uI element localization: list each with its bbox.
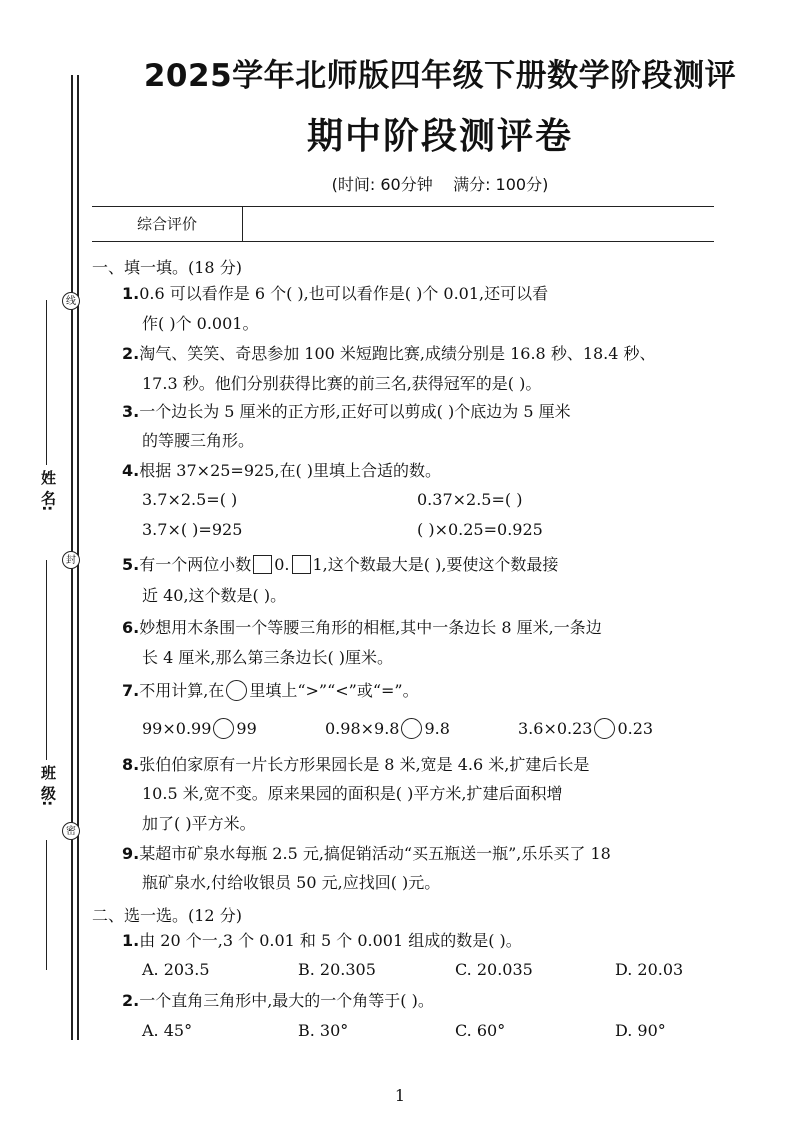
question-text: 1,这个数最大是( ),要使这个数最接 — [312, 555, 559, 574]
seal-mark-xian: 线 — [62, 292, 80, 310]
name-underline — [46, 300, 47, 465]
option-b[interactable]: B. 30° — [298, 1021, 349, 1040]
class-underline-lower — [46, 840, 47, 970]
question-1-5-cont: 近 40,这个数是( )。 — [142, 586, 287, 605]
question-1-4-a: 3.7×2.5=( ) — [142, 490, 238, 509]
expr-right: 0.23 — [617, 719, 654, 738]
question-1-7 — [122, 680, 419, 701]
question-1-8 — [122, 755, 589, 775]
page-number: 1 — [394, 1086, 406, 1105]
question-number: 2. — [122, 991, 140, 1010]
section-2-title: 二、选一选。(12 分) — [92, 906, 242, 925]
option-c[interactable]: C. 60° — [455, 1021, 506, 1040]
question-number: 1. — [122, 931, 140, 950]
question-text: 淘气、笑笑、奇思参加 100 米短跑比赛,成绩分别是 16.8 秒、18.4 秒、 — [139, 344, 656, 363]
name-underline-lower — [46, 560, 47, 690]
question-text: 根据 37×25=925,在( )里填上合适的数。 — [139, 461, 442, 480]
expr-left: 99×0.99 — [142, 719, 212, 738]
class-label: 班 级: — [39, 765, 57, 807]
question-text: 0. — [274, 555, 290, 574]
exam-meta: (时间: 60分钟 满分: 100分) — [331, 175, 549, 194]
option-a[interactable]: A. 45° — [142, 1021, 193, 1040]
question-number: 3. — [122, 402, 140, 421]
question-1-1-cont: 作( )个 0.001。 — [142, 314, 259, 333]
question-1-2 — [122, 344, 656, 364]
expr-right: 99 — [236, 719, 257, 738]
question-1-2-cont: 17.3 秒。他们分别获得比赛的前三名,获得冠军的是( )。 — [142, 374, 542, 393]
option-d[interactable]: D. 90° — [615, 1021, 666, 1040]
seal-mark-mi: 密 — [62, 822, 80, 840]
question-1-6-cont: 长 4 厘米,那么第三条边长( )厘米。 — [142, 648, 394, 667]
class-underline — [46, 690, 47, 760]
question-text: 不用计算,在 — [139, 681, 225, 700]
exam-title: 2025学年北师版四年级下册数学阶段测评 — [143, 58, 737, 94]
question-text: 0.6 可以看作是 6 个( ),也可以看作是( )个 0.01,还可以看 — [139, 284, 549, 303]
question-text: 由 20 个一,3 个 0.01 和 5 个 0.001 组成的数是( )。 — [139, 931, 522, 950]
compare-circle[interactable] — [401, 718, 422, 739]
expr-left: 3.6×0.23 — [518, 719, 593, 738]
evaluation-table — [92, 206, 714, 242]
compare-circle-icon — [226, 680, 247, 701]
question-text: 一个边长为 5 厘米的正方形,正好可以剪成( )个底边为 5 厘米 — [139, 402, 571, 421]
question-1-7-expr-2 — [325, 718, 450, 739]
digit-box[interactable] — [292, 555, 311, 574]
question-1-8-cont2: 加了( )平方米。 — [142, 814, 256, 833]
question-text: 一个直角三角形中,最大的一个角等于( )。 — [139, 991, 434, 1010]
question-1-7-expr-1 — [142, 718, 257, 739]
evaluation-label: 综合评价 — [92, 207, 243, 241]
question-number: 4. — [122, 461, 140, 480]
expr-right: 9.8 — [424, 719, 450, 738]
question-number: 9. — [122, 844, 140, 863]
question-1-6 — [122, 618, 602, 638]
question-text: 里填上“>”“<”或“=”。 — [249, 681, 419, 700]
seal-mark-feng: 封 — [62, 551, 80, 569]
question-1-7-expr-3 — [518, 718, 653, 739]
compare-circle[interactable] — [594, 718, 615, 739]
option-b[interactable]: B. 20.305 — [298, 960, 376, 979]
question-1-3-cont: 的等腰三角形。 — [142, 431, 255, 450]
exam-subtitle: 期中阶段测评卷 — [306, 116, 573, 157]
question-number: 6. — [122, 618, 140, 637]
expr-left: 0.98×9.8 — [325, 719, 400, 738]
question-1-3 — [122, 402, 571, 422]
question-1-9-cont: 瓶矿泉水,付给收银员 50 元,应找回( )元。 — [142, 873, 441, 892]
question-2-2 — [122, 991, 434, 1011]
question-number: 7. — [122, 681, 140, 700]
question-number: 8. — [122, 755, 140, 774]
question-1-4 — [122, 461, 441, 481]
evaluation-score-field[interactable] — [244, 207, 714, 241]
question-number: 1. — [122, 284, 140, 303]
question-number: 5. — [122, 555, 140, 574]
question-1-1 — [122, 284, 548, 304]
option-d[interactable]: D. 20.03 — [615, 960, 684, 979]
digit-box[interactable] — [253, 555, 272, 574]
question-text: 张伯伯家原有一片长方形果园长是 8 米,宽是 4.6 米,扩建后长是 — [139, 755, 590, 774]
question-1-4-d: ( )×0.25=0.925 — [417, 520, 543, 539]
question-2-1 — [122, 931, 522, 951]
compare-circle[interactable] — [213, 718, 234, 739]
question-1-5 — [122, 555, 558, 575]
question-text: 某超市矿泉水每瓶 2.5 元,搞促销活动“买五瓶送一瓶”,乐乐买了 18 — [139, 844, 611, 863]
option-a[interactable]: A. 203.5 — [142, 960, 210, 979]
question-text: 有一个两位小数 — [139, 555, 252, 574]
name-label: 姓 名: — [39, 470, 57, 512]
question-1-9 — [122, 844, 611, 864]
question-text: 妙想用木条围一个等腰三角形的相框,其中一条边长 8 厘米,一条边 — [139, 618, 602, 637]
question-1-4-c: 3.7×( )=925 — [142, 520, 243, 539]
question-1-4-b: 0.37×2.5=( ) — [417, 490, 523, 509]
question-1-8-cont: 10.5 米,宽不变。原来果园的面积是( )平方米,扩建后面积增 — [142, 784, 563, 803]
option-c[interactable]: C. 20.035 — [455, 960, 533, 979]
question-number: 2. — [122, 344, 140, 363]
section-1-title: 一、填一填。(18 分) — [92, 258, 242, 277]
